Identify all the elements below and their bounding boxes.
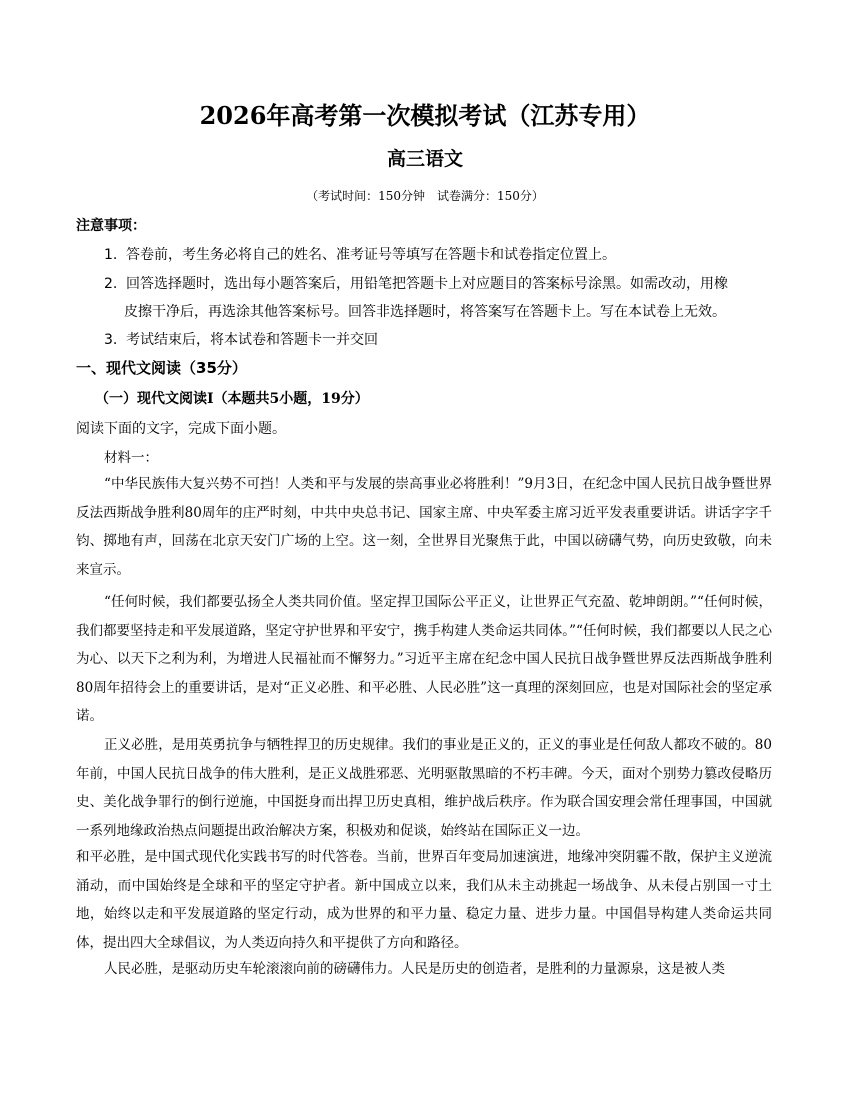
passage-paragraph: 和平必胜，是中国式现代化实践书写的时代答卷。当前，世界百年变局加速演进，地缘冲突阴霾不散，保护主义逆流涌动，而中国始终是全球和平的坚定守护者。新中国成立以来，我们从未主动挑起一场战争、从未侵占别国一寸土地，始终以走和平发展道路的坚定行动，成为世界的和平力量、稳定力量、进步力量。中国倡导构建人类命运共同体，提出四大全球倡议，为人类迈向持久和平提供了方向和路径。 <box>76 849 772 951</box>
exam-subtitle: 高三语文 <box>386 148 463 170</box>
notice-item <box>104 270 784 320</box>
notice-item-number: 3. <box>104 332 118 348</box>
subsection-heading: （一）现代文阅读Ⅰ（本题共5小题，19分） <box>95 391 369 407</box>
notice-item-text: 回答选择题时，选出每小题答案后，用铅笔把答题卡上对应题目的答案标号涂黑。如需改动，用橡 <box>126 276 728 292</box>
notice-heading: 注意事项： <box>76 218 146 234</box>
reading-instruction: 阅读下面的文字，完成下面小题。 <box>76 421 286 437</box>
notice-item-number: 2. <box>104 276 118 292</box>
notice-item <box>104 326 784 354</box>
notice-item-number: 1. <box>104 247 118 263</box>
exam-title: 2026年高考第一次模拟考试（江苏专用） <box>199 101 651 130</box>
passage-paragraph: 正义必胜，是用英勇抗争与牺牲捍卫的历史规律。我们的事业是正义的，正义的事业是任何敌人都攻不破的。80年前，中国人民抗日战争的伟大胜利，是正义战胜邪恶、光明驱散黑暗的不朽丰碑。今天，面对个别势力篡改侵略历史、美化战争罪行的倒行逆施，中国挺身而出捍卫历史真相，维护战后秩序。作为联合国安理会常任理事国，中国就一系列地缘政治热点问题提出政治解决方案，积极劝和促谈，始终站在国际正义一边。 <box>76 737 772 839</box>
passage-paragraph: “任何时候，我们都要弘扬全人类共同价值。坚定捍卫国际公平正义，让世界正气充盈、乾坤朗朗。”“任何时候，我们都要坚持走和平发展道路，坚定守护世界和平安宁，携手构建人类命运共同体。”“任何时候，我们都要以人民之心为心、以天下之利为利，为增进人民福祉而不懈努力。”习近平主席在纪念中国人民抗日战争暨世界反法西斯战争胜利80周年招待会上的重要讲话，是对“正义必胜、和平必胜、人民必胜”这一真理的深刻回应，也是对国际社会的坚定承诺。 <box>76 594 772 725</box>
passage-paragraph: 人民必胜，是驱动历史车轮滚滚向前的磅礴伟力。人民是历史的创造者，是胜利的力量源泉，这是被人类 <box>104 961 725 977</box>
notice-item-text: 考试结束后，将本试卷和答题卡一并交回 <box>126 332 378 348</box>
exam-info: （考试时间：150分钟 试卷满分：150分） <box>306 189 544 203</box>
passage-paragraph: “中华民族伟大复兴势不可挡！人类和平与发展的崇高事业必将胜利！”9月3日，在纪念中国人民抗日战争暨世界反法西斯战争胜利80周年的庄严时刻，中共中央总书记、国家主席、中央军委主席习近平发表重要讲话。讲话字字千钧、掷地有声，回荡在北京天安门广场的上空。这一刻，全世界目光聚焦于此，中国以磅礴气势，向历史致敬，向未来宣示。 <box>76 476 772 578</box>
notice-item-text-continued: 皮擦干净后，再选涂其他答案标号。回答非选择题时，将答案写在答题卡上。写在本试卷上无效。 <box>124 304 726 320</box>
notice-item-text: 答卷前，考生务必将自己的姓名、准考证号等填写在答题卡和试卷指定位置上。 <box>126 247 616 263</box>
material-label: 材料一： <box>104 450 158 466</box>
section-heading: 一、现代文阅读（35分） <box>76 359 247 377</box>
notice-item <box>104 241 784 269</box>
